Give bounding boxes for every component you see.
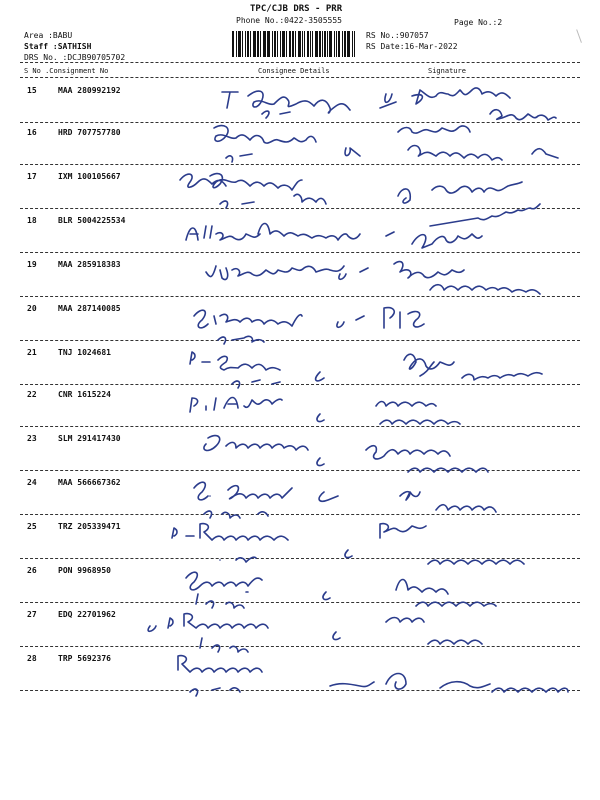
row-divider <box>20 602 580 603</box>
row-serial-number: 21 <box>27 348 37 357</box>
row-serial-number: 15 <box>27 86 37 95</box>
barcode-bar <box>336 31 337 57</box>
header-drs-number: DRS No. :DCJB90705702 <box>24 53 126 62</box>
handwriting-row-21 <box>190 352 542 388</box>
barcode-bar <box>286 31 287 57</box>
handwriting-row-18 <box>186 204 540 248</box>
handwriting-row-24 <box>194 482 496 518</box>
barcode-bar <box>352 31 353 57</box>
row-serial-number: 25 <box>27 522 37 531</box>
barcode-bar <box>289 31 291 57</box>
header-divider-top <box>20 62 580 63</box>
row-divider <box>20 690 580 691</box>
row-divider <box>20 164 580 165</box>
row-divider <box>20 296 580 297</box>
row-divider <box>20 558 580 559</box>
header-rs-number: RS No.:907057 <box>366 31 429 40</box>
barcode-bar <box>322 31 323 57</box>
handwriting-row-17 <box>180 174 522 208</box>
row-serial-number: 23 <box>27 434 37 443</box>
header-staff: Staff :SATHISH <box>24 42 92 51</box>
barcode-bar <box>334 31 335 57</box>
barcode-bar <box>304 31 305 57</box>
row-divider <box>20 384 580 385</box>
header-rs-date: RS Date:16-Mar-2022 <box>366 42 458 51</box>
barcode-bar <box>250 31 251 57</box>
barcode-bar <box>260 31 261 57</box>
barcode-bar <box>277 31 278 57</box>
barcode-bar <box>238 31 241 57</box>
barcode-bar <box>319 31 321 57</box>
barcode-bar <box>292 31 294 57</box>
row-serial-number: 20 <box>27 304 37 313</box>
barcode-bar <box>272 31 273 57</box>
header-phone: Phone No.:0422-3505555 <box>236 16 342 25</box>
barcode-bar <box>253 31 256 57</box>
barcode-bar <box>257 31 259 57</box>
row-consignment-number: TRP 5692376 <box>58 654 111 663</box>
row-consignment-number: MAA 285918383 <box>58 260 121 269</box>
row-serial-number: 17 <box>27 172 37 181</box>
handwriting-row-23 <box>204 436 488 472</box>
row-serial-number: 22 <box>27 390 37 399</box>
row-consignment-number: SLM 291417430 <box>58 434 121 443</box>
barcode-bar <box>307 31 309 57</box>
barcode-bar <box>312 31 313 57</box>
row-consignment-number: HRD 707757780 <box>58 128 121 137</box>
barcode-bar <box>338 31 340 57</box>
handwriting-row-20 <box>194 308 424 344</box>
header-left-block <box>24 30 125 63</box>
row-consignment-number: CNR 1615224 <box>58 390 111 399</box>
row-consignment-number: EDQ 22701962 <box>58 610 116 619</box>
header-page-number: Page No.:2 <box>454 18 503 27</box>
row-serial-number: 27 <box>27 610 37 619</box>
row-divider <box>20 340 580 341</box>
barcode-bar <box>274 31 276 57</box>
handwriting-row-16 <box>214 126 558 162</box>
barcode-bar <box>327 31 328 57</box>
column-header-sno: S No .Consignment No <box>24 67 109 75</box>
barcode-bar <box>232 31 234 57</box>
header-right-block <box>366 30 458 52</box>
row-consignment-number: TNJ 1024681 <box>58 348 111 357</box>
barcode-bar <box>324 31 326 57</box>
row-consignment-number: MAA 566667362 <box>58 478 121 487</box>
barcode-bar <box>315 31 318 57</box>
barcode-bar <box>347 31 350 57</box>
row-serial-number: 16 <box>27 128 37 137</box>
handwriting-row-22 <box>190 398 460 425</box>
barcode-bar <box>302 31 303 57</box>
barcode-bar <box>329 31 332 57</box>
barcode-bar <box>236 31 237 57</box>
row-divider <box>20 252 580 253</box>
header-divider-bottom <box>20 77 580 78</box>
barcode-bar <box>267 31 270 57</box>
row-divider <box>20 514 580 515</box>
header-title: TPC/CJB DRS - PRR <box>250 4 343 14</box>
barcode-bar <box>245 31 246 57</box>
barcode-bar <box>354 31 355 57</box>
row-consignment-number: MAA 287140085 <box>58 304 121 313</box>
row-consignment-number: MAA 280992192 <box>58 86 121 95</box>
barcode-bar <box>310 31 311 57</box>
barcode-bar <box>247 31 249 57</box>
row-serial-number: 19 <box>27 260 37 269</box>
barcode-bar <box>295 31 296 57</box>
barcode-bar <box>263 31 264 57</box>
row-consignment-number: PON 9968950 <box>58 566 111 575</box>
scan-mark <box>576 23 599 43</box>
row-consignment-number: IXM 100105667 <box>58 172 121 181</box>
column-header-signature: Signature <box>428 67 466 75</box>
handwriting-row-15 <box>222 88 556 120</box>
row-serial-number: 24 <box>27 478 37 487</box>
barcode-bar <box>264 31 266 57</box>
row-serial-number: 26 <box>27 566 37 575</box>
barcode-bar <box>344 31 346 57</box>
row-consignment-number: BLR 5004225534 <box>58 216 126 225</box>
header-area: Area :BABU <box>24 31 73 40</box>
barcode-bar <box>282 31 285 57</box>
row-divider <box>20 122 580 123</box>
barcode-bar <box>298 31 301 57</box>
row-divider <box>20 208 580 209</box>
row-divider <box>20 426 580 427</box>
barcode-bar <box>342 31 343 57</box>
row-divider <box>20 470 580 471</box>
barcode <box>232 31 356 57</box>
row-serial-number: 18 <box>27 216 37 225</box>
row-divider <box>20 646 580 647</box>
row-consignment-number: TRZ 205339471 <box>58 522 121 531</box>
handwriting-row-19 <box>206 262 540 294</box>
barcode-bar <box>280 31 281 57</box>
barcode-bar <box>242 31 243 57</box>
row-serial-number: 28 <box>27 654 37 663</box>
column-header-consignee: Consignee Details <box>258 67 330 75</box>
